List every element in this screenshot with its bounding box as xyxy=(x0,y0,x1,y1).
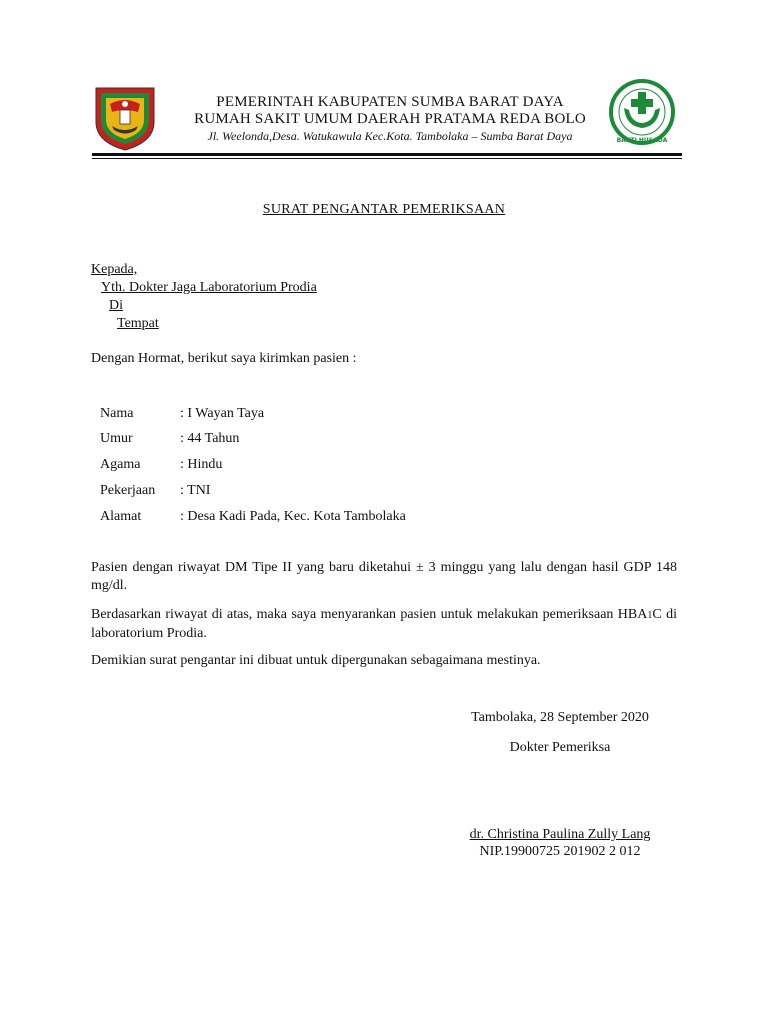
letterhead-hospital: RUMAH SAKIT UMUM DAERAH PRATAMA REDA BOLO xyxy=(194,111,586,127)
regency-emblem-logo xyxy=(92,82,158,152)
recipient-di: Di xyxy=(109,298,123,313)
patient-value: : 44 Tahun xyxy=(180,431,240,446)
patient-label: Pekerjaan xyxy=(100,483,156,498)
patient-value: : Desa Kadi Pada, Kec. Kota Tambolaka xyxy=(180,509,406,524)
paragraph-recommendation: Berdasarkan riwayat di atas, maka saya menyarankan pasien untuk melakukan pemeriksaan HBA1C di laboratorium Prodia. xyxy=(91,607,677,641)
header-divider-thick xyxy=(92,153,682,156)
patient-value: : I Wayan Taya xyxy=(180,406,265,421)
paragraph-history: Pasien dengan riwayat DM Tipe II yang baru diketahui ± 3 minggu yang lalu dengan hasil GDP 148 mg/dl. xyxy=(91,560,677,593)
patient-label: Alamat xyxy=(100,509,142,524)
logo-caption: BAKTI HUSADA xyxy=(616,137,668,144)
patient-value: : Hindu xyxy=(180,457,223,472)
signer-role: Dokter Pemeriksa xyxy=(509,740,611,755)
patient-value: : TNI xyxy=(180,483,211,498)
recipient-kepada: Kepada, xyxy=(91,262,138,277)
place-date: Tambolaka, 28 September 2020 xyxy=(471,710,649,725)
patient-label: Umur xyxy=(100,431,133,446)
letterhead-address: Jl. Weelonda,Desa. Watukawula Kec.Kota. Tambolaka – Sumba Barat Daya xyxy=(207,129,573,143)
header-divider-thin xyxy=(92,158,682,159)
recipient-name: Yth. Dokter Jaga Laboratorium Prodia xyxy=(101,280,317,295)
patient-label: Agama xyxy=(100,457,141,472)
signer-nip: NIP.19900725 201902 2 012 xyxy=(479,844,641,859)
patient-label: Nama xyxy=(100,406,134,421)
document-title: SURAT PENGANTAR PEMERIKSAAN xyxy=(262,202,506,217)
greeting: Dengan Hormat, berikut saya kirimkan pasien : xyxy=(91,351,357,366)
signer-name: dr. Christina Paulina Zully Lang xyxy=(469,827,651,842)
recipient-tempat: Tempat xyxy=(117,316,159,331)
paragraph-closing: Demikian surat pengantar ini dibuat untuk dipergunakan sebagaimana mestinya. xyxy=(91,653,541,668)
letterhead-government: PEMERINTAH KABUPATEN SUMBA BARAT DAYA xyxy=(216,94,564,110)
